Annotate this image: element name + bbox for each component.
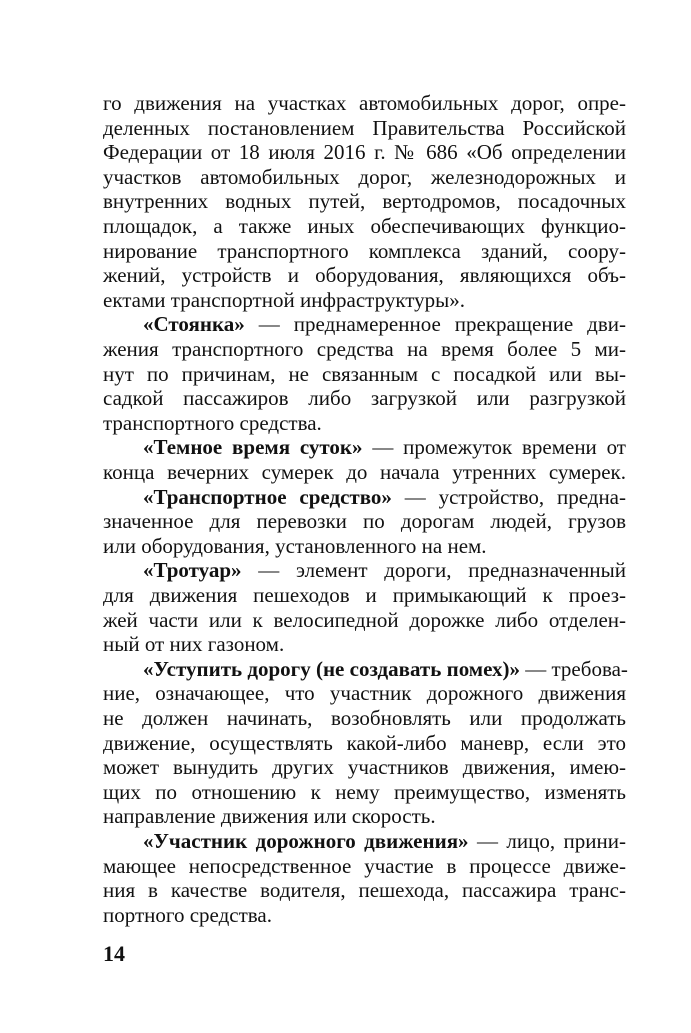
text-line: конца вечерних сумерек до начала утренних сумерек. — [103, 460, 626, 484]
text-line: жений, устройств и оборудования, являющихся объ- — [103, 263, 626, 288]
definition-temnoe-vremya: «Темное время суток» — промежуток времени от — [143, 435, 626, 460]
definition-transportnoe-sredstvo: «Транспортное средство» — устройство, предна- — [143, 484, 626, 509]
text-line: садкой пассажиров либо загрузкой или разгрузкой — [103, 386, 626, 411]
term-stoyanka: «Стоянка» — [143, 312, 245, 337]
text-line: нут по причинам, не связанным с посадкой или вы- — [103, 361, 626, 386]
text-line: движение, осуществлять какой-либо маневр, если это — [103, 730, 626, 755]
text-line: участков автомобильных дорог, железнодорожных и — [103, 164, 626, 189]
text-line: го движения на участках автомобильных дорог, опре- — [103, 91, 626, 115]
text-line: Федерации от 18 июля 2016 г. № 686 «Об определении — [103, 140, 626, 165]
text-line: портного средства. — [103, 902, 272, 927]
text-line: значенное для перевозки по дорогам людей, грузов — [103, 509, 626, 534]
definition-stoyanka: «Стоянка» — преднамеренное прекращение дви- — [143, 312, 626, 337]
text-line: площадок, а также иных обеспечивающих функцио- — [103, 214, 626, 238]
text-line: не должен начинать, возобновлять или продолжать — [103, 706, 626, 730]
text-line: деленных постановлением Правительства Российской — [103, 115, 626, 140]
term-uchastnik-dvizheniya: «Участник дорожного движения» — [143, 829, 469, 853]
text-line: ние, означающее, что участник дорожного движения — [103, 681, 626, 706]
text-line: ния в качестве водителя, пешехода, пассажира транс- — [103, 878, 626, 903]
text-line: может вынудить других участников движения, имею- — [103, 755, 626, 780]
text-line: для движения пешеходов и примыкающий к проез- — [103, 583, 626, 607]
text-line: ный от них газоном. — [103, 632, 285, 657]
text-line: направление движения или скорость. — [103, 804, 436, 829]
term-temnoe-vremya: «Темное время суток» — [143, 435, 363, 460]
page-number: 14 — [103, 941, 125, 966]
term-transportnoe-sredstvo: «Транспортное средство» — [143, 484, 392, 509]
definition-trotuar: «Тротуар» — элемент дороги, предназначенный — [143, 558, 626, 583]
text-line: жения транспортного средства на время более 5 ми- — [103, 337, 626, 361]
definition-uchastnik-dvizheniya: «Участник дорожного движения» — лицо, прини- — [143, 829, 626, 853]
text-line: или оборудования, установленного на нем. — [103, 533, 487, 558]
text-line: жей части или к велосипедной дорожке либо отделен- — [103, 607, 626, 632]
text-line: нирование транспортного комплекса зданий, соору- — [103, 238, 626, 263]
term-ustupit-dorogu: «Уступить дорогу (не создавать помех)» — [143, 656, 520, 681]
text-line: мающее непосредственное участие в процессе движе- — [103, 853, 626, 878]
definition-ustupit-dorogu: «Уступить дорогу (не создавать помех)» — требова- — [143, 656, 628, 681]
term-trotuar: «Тротуар» — [143, 558, 242, 583]
text-line: щих по отношению к нему преимущество, изменять — [103, 779, 626, 804]
text-line: внутренних водных путей, вертодромов, посадочных — [103, 189, 626, 214]
text-line: ектами транспортной инфраструктуры». — [103, 287, 466, 312]
text-line: транспортного средства. — [103, 410, 322, 435]
